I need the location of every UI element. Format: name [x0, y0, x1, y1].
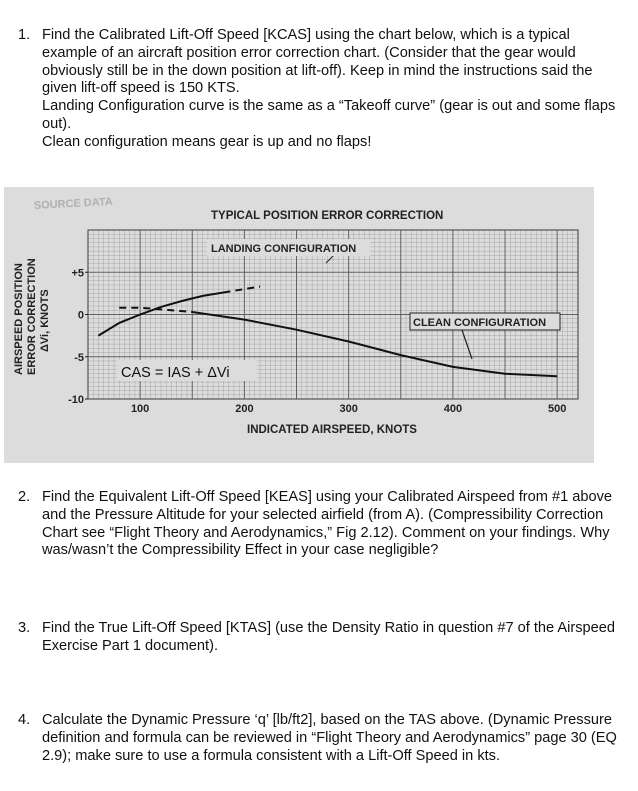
y-axis-label-line: AIRSPEED POSITION	[13, 263, 25, 375]
x-tick-label: 200	[235, 403, 254, 415]
y-axis-label	[13, 258, 51, 375]
chart-canvas	[4, 187, 594, 463]
legend-clean	[410, 313, 560, 330]
leader-line-clean	[462, 330, 472, 359]
question-1	[18, 27, 618, 152]
question-number: 3.	[18, 620, 31, 636]
question-number: 4.	[18, 712, 31, 728]
y-tick-label: -10	[68, 394, 84, 406]
y-axis-ticks	[68, 267, 88, 406]
position-error-chart	[4, 187, 594, 463]
leader-line-landing	[326, 255, 334, 263]
question-4	[18, 712, 618, 765]
x-axis-label: INDICATED AIRSPEED, KNOTS	[247, 424, 417, 436]
question-number: 1.	[18, 27, 31, 43]
question-3	[18, 620, 618, 656]
x-tick-label: 100	[130, 403, 150, 415]
y-tick-label: +5	[71, 267, 84, 280]
y-axis-label-line: ΔVi, KNOTS	[39, 289, 51, 352]
question-2	[18, 489, 618, 560]
chart-title: TYPICAL POSITION ERROR CORRECTION	[211, 210, 444, 222]
x-tick-label: 300	[339, 403, 358, 415]
legend-label-landing: LANDING CONFIGURATION	[211, 243, 357, 255]
x-tick-label: 400	[443, 403, 463, 415]
legend-landing	[207, 239, 370, 256]
series-line-dashed	[224, 287, 261, 293]
question-note: Clean configuration means gear is up and no flaps!	[42, 133, 372, 150]
formula-text: CAS = IAS + ΔVi	[121, 365, 230, 381]
y-axis-label-line: ERROR CORRECTION	[26, 258, 38, 375]
legend-label-clean: CLEAN CONFIGURATION	[413, 317, 547, 329]
chart-watermark: SOURCE DATA	[33, 195, 114, 212]
question-number: 2.	[18, 489, 31, 505]
question-text: Find the Calibrated Lift-Off Speed [KCAS] using the chart below, which is a typical example of an aircraft position error correction chart. (Consider that the gear would obviously still be in the down position at lift-off). Keep in mind the instructions said the given lift-off speed is 150 KTS.	[42, 27, 593, 97]
x-tick-label: 500	[547, 403, 567, 415]
question-text: Calculate the Dynamic Pressure ‘q’ [lb/ft2], based on the TAS above. (Dynamic Pressure definition and formula can be reviewed in “Flight Theory and Aerodynamics” page 30 (EQ 2.9); make sure to use a formula consistent with a Lift-Off Speed in kts.	[42, 712, 617, 764]
question-text: Find the Equivalent Lift-Off Speed [KEAS] using your Calibrated Airspeed from #1 above and the Pressure Altitude for your selected airfield (from A). (Compressibility Correction Chart see “Flight Theory and Aerodynamics,” Fig 2.12). Comment on your findings. Why was/wasn’t the Compressibility Effect in your case negligible?	[42, 489, 613, 559]
y-tick-label: 0	[77, 309, 84, 322]
y-tick-label: -5	[74, 351, 84, 364]
formula-box	[117, 360, 257, 381]
x-axis-ticks	[131, 403, 566, 415]
question-note: Landing Configuration curve is the same as a “Takeoff curve” (gear is out and some flaps out).	[42, 98, 616, 132]
question-text: Find the True Lift-Off Speed [KTAS] (use the Density Ratio in question #7 of the Airspeed Exercise Part 1 document).	[42, 620, 615, 654]
